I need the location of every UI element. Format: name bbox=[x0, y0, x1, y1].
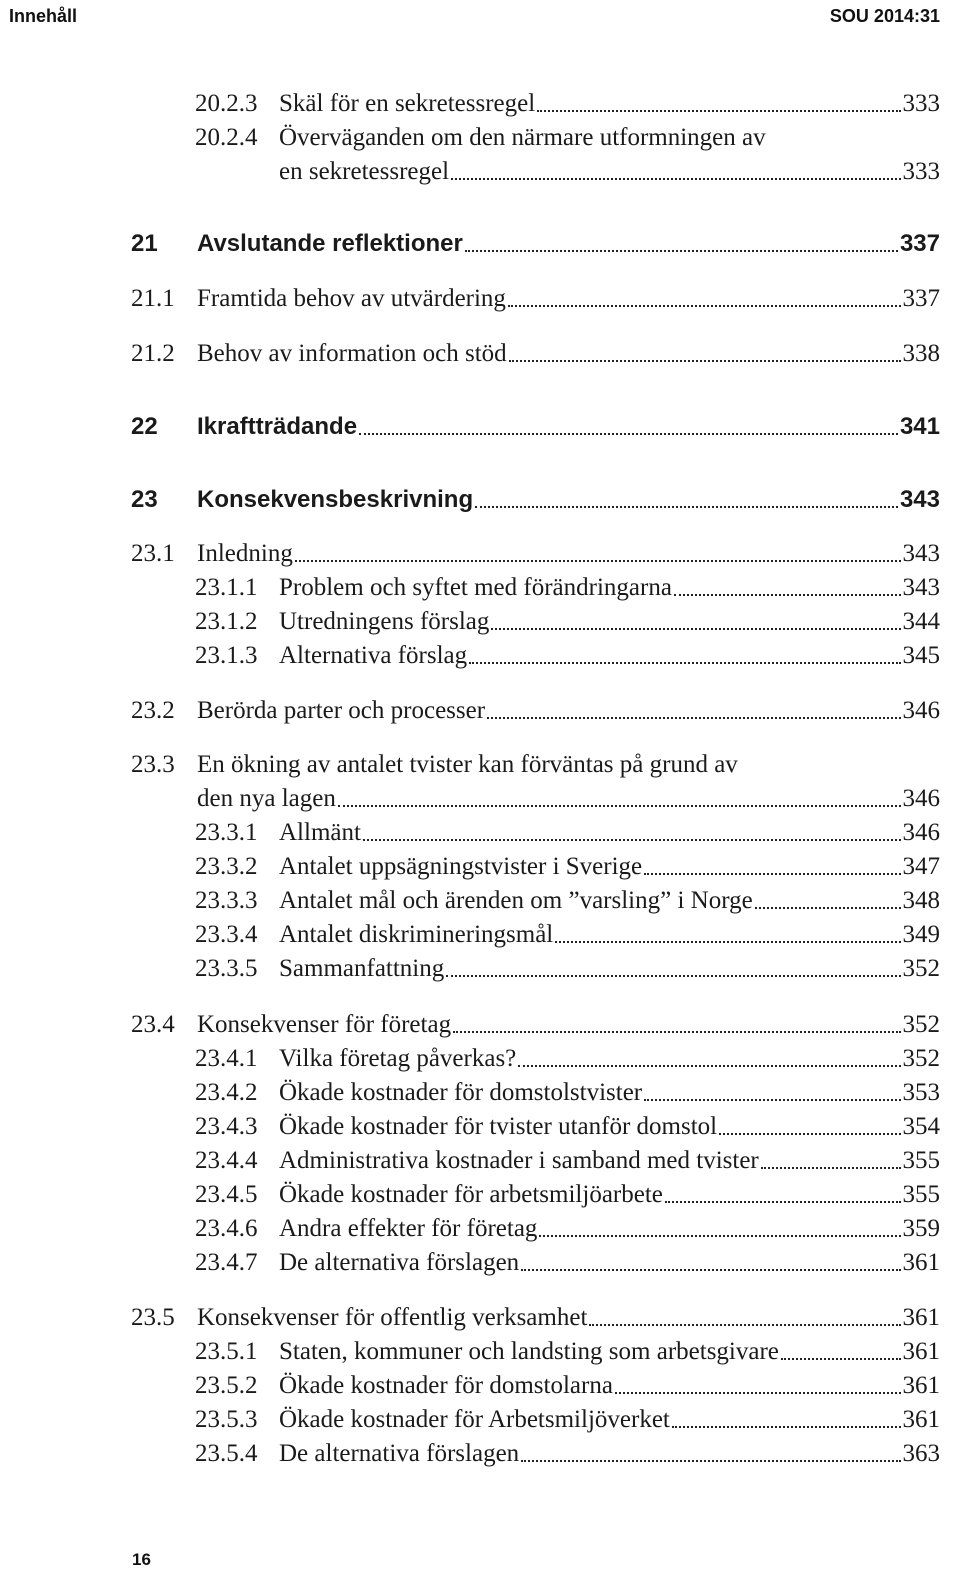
toc-number: 21.1 bbox=[131, 285, 175, 312]
leader-dots bbox=[781, 1358, 901, 1360]
toc-entry[interactable] bbox=[195, 887, 940, 915]
toc-title: De alternativa förslagen bbox=[279, 1440, 520, 1467]
leader-dots bbox=[487, 717, 900, 719]
toc-page: 361 bbox=[902, 1304, 940, 1331]
header-section-title: Innehåll bbox=[9, 6, 78, 26]
toc-title: Ökade kostnader för domstolarna bbox=[279, 1372, 613, 1399]
toc-title: Administrativa kostnader i samband med tvister bbox=[279, 1147, 759, 1174]
leader-dots bbox=[615, 1392, 901, 1394]
toc-page: 348 bbox=[902, 887, 940, 914]
toc-entry[interactable] bbox=[131, 751, 738, 779]
toc-number: 23.5.2 bbox=[195, 1372, 258, 1399]
toc-title: Inledning bbox=[197, 540, 293, 567]
toc-entry-continuation[interactable] bbox=[197, 785, 940, 813]
toc-number: 23.4.1 bbox=[195, 1045, 258, 1072]
toc-entry[interactable] bbox=[131, 1011, 940, 1039]
toc-title: Överväganden om den närmare utformningen av bbox=[279, 124, 766, 151]
toc-page: 347 bbox=[902, 853, 940, 880]
toc-title: en sekretessregel bbox=[279, 158, 450, 185]
toc-entry-continuation[interactable] bbox=[279, 158, 940, 186]
toc-title: Konsekvenser för offentlig verksamhet bbox=[197, 1304, 588, 1331]
toc-number: 23.3.2 bbox=[195, 853, 258, 880]
toc-title: Konsekvenser för företag bbox=[197, 1011, 452, 1038]
toc-page: 363 bbox=[902, 1440, 940, 1467]
toc-entry[interactable] bbox=[195, 1372, 940, 1400]
toc-page: 337 bbox=[899, 230, 940, 257]
toc-page: 346 bbox=[902, 819, 940, 846]
toc-number: 21 bbox=[131, 230, 158, 257]
toc-page: 361 bbox=[902, 1406, 940, 1433]
toc-title: Ökade kostnader för tvister utanför domstol bbox=[279, 1113, 718, 1140]
toc-number: 23.1.2 bbox=[195, 608, 258, 635]
leader-dots bbox=[363, 839, 901, 841]
toc-page: 343 bbox=[899, 486, 940, 513]
toc-number: 23.5.1 bbox=[195, 1338, 258, 1365]
leader-dots bbox=[508, 305, 901, 307]
toc-title: Staten, kommuner och landsting som arbetsgivare bbox=[279, 1338, 779, 1365]
toc-entry[interactable] bbox=[195, 1406, 940, 1434]
toc-entry[interactable] bbox=[131, 540, 940, 568]
toc-entry[interactable] bbox=[195, 642, 940, 670]
toc-page: 333 bbox=[902, 90, 940, 117]
leader-dots bbox=[761, 1167, 901, 1169]
toc-number: 23.4 bbox=[131, 1011, 175, 1038]
toc-page: 344 bbox=[902, 608, 940, 635]
toc-title: Ikraftträdande bbox=[197, 413, 358, 440]
toc-number: 23.4.2 bbox=[195, 1079, 258, 1106]
toc-number: 22 bbox=[131, 413, 158, 440]
toc-number: 23.4.7 bbox=[195, 1249, 258, 1276]
toc-title: Skäl för en sekretessregel bbox=[279, 90, 536, 117]
leader-dots bbox=[555, 941, 900, 943]
toc-title: Avslutande reflektioner bbox=[197, 230, 463, 257]
leader-dots bbox=[644, 1099, 900, 1101]
leader-dots bbox=[446, 975, 900, 977]
leader-dots bbox=[674, 594, 901, 596]
toc-title: Alternativa förslag bbox=[279, 642, 468, 669]
toc-title: Berörda parter och processer bbox=[197, 697, 486, 724]
toc-page: 355 bbox=[902, 1147, 940, 1174]
toc-title: Sammanfattning bbox=[279, 955, 445, 982]
toc-number: 23 bbox=[131, 486, 158, 513]
toc-entry[interactable] bbox=[131, 697, 940, 725]
leader-dots bbox=[465, 250, 898, 252]
leader-dots bbox=[672, 1426, 901, 1428]
toc-number: 23.1.3 bbox=[195, 642, 258, 669]
toc-page: 354 bbox=[902, 1113, 940, 1140]
toc-page: 352 bbox=[902, 1011, 940, 1038]
leader-dots bbox=[469, 662, 900, 664]
leader-dots bbox=[644, 873, 900, 875]
leader-dots bbox=[719, 1133, 900, 1135]
leader-dots bbox=[521, 1460, 900, 1462]
toc-number: 23.3.4 bbox=[195, 921, 258, 948]
toc-entry[interactable] bbox=[195, 921, 940, 949]
toc-entry[interactable] bbox=[195, 124, 766, 152]
toc-page: 345 bbox=[902, 642, 940, 669]
toc-title: Allmänt bbox=[279, 819, 361, 846]
toc-chapter[interactable] bbox=[131, 413, 940, 441]
toc-page: 361 bbox=[902, 1338, 940, 1365]
toc-entry[interactable] bbox=[195, 853, 940, 881]
leader-dots bbox=[755, 907, 901, 909]
toc-title: den nya lagen bbox=[197, 785, 336, 812]
toc-title: Vilka företag påverkas? bbox=[279, 1045, 517, 1072]
toc-number: 21.2 bbox=[131, 340, 175, 367]
toc-title: Utredningens förslag bbox=[279, 608, 490, 635]
toc-chapter[interactable] bbox=[131, 486, 940, 514]
toc-number: 20.2.3 bbox=[195, 90, 258, 117]
toc-page: 346 bbox=[902, 785, 940, 812]
toc-page: 333 bbox=[902, 158, 940, 185]
toc-entry[interactable] bbox=[195, 574, 940, 602]
toc-page: 359 bbox=[902, 1215, 940, 1242]
toc-entry[interactable] bbox=[195, 1147, 940, 1175]
toc-title: Behov av information och stöd bbox=[197, 340, 507, 367]
toc-title: Antalet uppsägningstvister i Sverige bbox=[279, 853, 643, 880]
leader-dots bbox=[518, 1065, 900, 1067]
toc-entry[interactable] bbox=[131, 285, 940, 313]
leader-dots bbox=[509, 360, 901, 362]
header-report-id: SOU 2014:31 bbox=[829, 6, 940, 26]
page-number: 16 bbox=[132, 1550, 151, 1569]
leader-dots bbox=[539, 1235, 900, 1237]
toc-number: 23.1 bbox=[131, 540, 175, 567]
toc-entry[interactable] bbox=[195, 1249, 940, 1277]
toc-page: 361 bbox=[902, 1372, 940, 1399]
toc-entry[interactable] bbox=[195, 1079, 940, 1107]
toc-entry[interactable] bbox=[195, 1113, 940, 1141]
toc-page: 337 bbox=[902, 285, 940, 312]
toc-number: 23.5.3 bbox=[195, 1406, 258, 1433]
leader-dots bbox=[491, 628, 900, 630]
toc-title: Andra effekter för företag bbox=[279, 1215, 538, 1242]
toc-number: 23.3 bbox=[131, 751, 175, 778]
leader-dots bbox=[475, 506, 898, 508]
toc-entry[interactable] bbox=[195, 819, 940, 847]
toc-title: De alternativa förslagen bbox=[279, 1249, 520, 1276]
toc-page: 343 bbox=[902, 574, 940, 601]
toc-number: 23.4.5 bbox=[195, 1181, 258, 1208]
toc-page: 352 bbox=[902, 1045, 940, 1072]
toc-title: Framtida behov av utvärdering bbox=[197, 285, 506, 312]
toc-title: Antalet diskrimineringsmål bbox=[279, 921, 554, 948]
toc-number: 23.1.1 bbox=[195, 574, 258, 601]
toc-page: 352 bbox=[902, 955, 940, 982]
leader-dots bbox=[665, 1201, 901, 1203]
toc-chapter[interactable] bbox=[131, 230, 940, 258]
toc-number: 23.4.3 bbox=[195, 1113, 258, 1140]
toc-entry[interactable] bbox=[195, 955, 940, 983]
toc-entry[interactable] bbox=[195, 1215, 940, 1243]
toc-number: 20.2.4 bbox=[195, 124, 258, 151]
leader-dots bbox=[521, 1269, 900, 1271]
toc-entry[interactable] bbox=[195, 1181, 940, 1209]
toc-title: Ökade kostnader för Arbetsmiljöverket bbox=[279, 1406, 670, 1433]
toc-page: 338 bbox=[902, 340, 940, 367]
leader-dots bbox=[451, 178, 900, 180]
toc-number: 23.5.4 bbox=[195, 1440, 258, 1467]
toc-entry[interactable] bbox=[195, 1440, 940, 1468]
toc-number: 23.3.5 bbox=[195, 955, 258, 982]
toc-number: 23.4.6 bbox=[195, 1215, 258, 1242]
toc-number: 23.4.4 bbox=[195, 1147, 258, 1174]
toc-entry[interactable] bbox=[195, 90, 940, 118]
toc-page: 346 bbox=[902, 697, 940, 724]
toc-entry[interactable] bbox=[195, 1045, 940, 1073]
toc-entry[interactable] bbox=[195, 608, 940, 636]
toc-page: 343 bbox=[902, 540, 940, 567]
leader-dots bbox=[453, 1031, 900, 1033]
toc-page: 355 bbox=[902, 1181, 940, 1208]
toc-entry[interactable] bbox=[131, 340, 940, 368]
toc-page: 361 bbox=[902, 1249, 940, 1276]
leader-dots bbox=[338, 805, 901, 807]
toc-title: Konsekvensbeskrivning bbox=[197, 486, 474, 513]
toc-number: 23.3.1 bbox=[195, 819, 258, 846]
toc-entry[interactable] bbox=[195, 1338, 940, 1366]
toc-title: En ökning av antalet tvister kan förväntas på grund av bbox=[197, 751, 738, 778]
toc-title: Ökade kostnader för arbetsmiljöarbete bbox=[279, 1181, 663, 1208]
toc-page: 341 bbox=[899, 413, 940, 440]
running-header bbox=[0, 0, 960, 36]
toc-entry[interactable] bbox=[131, 1304, 940, 1332]
toc-number: 23.5 bbox=[131, 1304, 175, 1331]
toc-title: Antalet mål och ärenden om ”varsling” i Norge bbox=[279, 887, 753, 914]
toc-page: 349 bbox=[902, 921, 940, 948]
leader-dots bbox=[359, 433, 898, 435]
toc-page: 353 bbox=[902, 1079, 940, 1106]
toc-title: Problem och syftet med förändringarna bbox=[279, 574, 672, 601]
toc-number: 23.2 bbox=[131, 697, 175, 724]
leader-dots bbox=[537, 110, 900, 112]
toc-number: 23.3.3 bbox=[195, 887, 258, 914]
leader-dots bbox=[589, 1324, 900, 1326]
toc-title: Ökade kostnader för domstolstvister bbox=[279, 1079, 643, 1106]
leader-dots bbox=[295, 560, 901, 562]
